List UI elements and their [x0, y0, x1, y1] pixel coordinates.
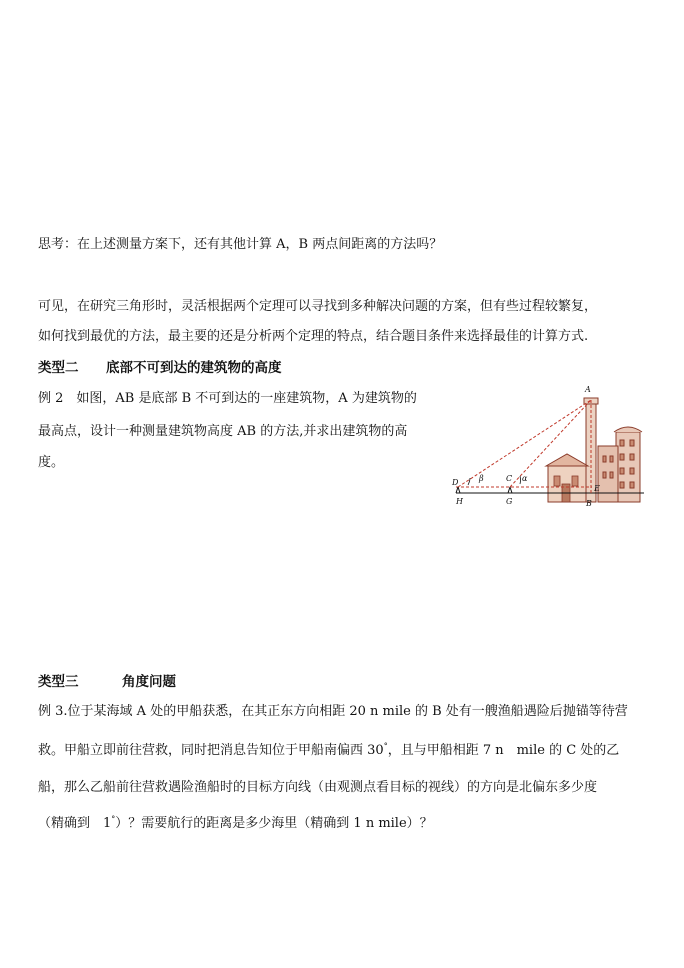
example3-line-4a: （精确到 1 [38, 816, 112, 831]
label-H: H [456, 497, 463, 506]
label-D: D [452, 478, 459, 487]
building-height-figure [448, 380, 644, 512]
example2-line-3: 度。 [38, 455, 65, 470]
type3-label: 类型三 [38, 674, 79, 690]
label-B: B [586, 499, 592, 508]
example3-line-4b: ）？需要航行的距离是多少海里（精确到 1 n mile）？ [115, 816, 433, 831]
type3-title: 角度问题 [122, 674, 176, 690]
type2-label: 类型二 [38, 360, 79, 376]
label-E: E [594, 484, 600, 493]
tower-building-side [598, 446, 618, 502]
think-question: 思考：在上述测量方案下，还有其他计算 A，B 两点间距离的方法吗？ [38, 237, 443, 252]
example3-line-2a: 救。甲船立即前往营救，同时把消息告知位于甲船南偏西 30 [38, 743, 384, 758]
example3-line-2 [38, 739, 619, 758]
example3-line-3: 船，那么乙船前往营救遇险渔船时的目标方向线（由观测点看目标的视线）的方向是北偏东多少度 [38, 780, 598, 795]
example3-line-4 [38, 812, 433, 831]
example2-line-1: 例 2 如图，AB 是底部 B 不可到达的一座建筑物，A 为建筑物的 [38, 391, 417, 406]
label-alpha: α [522, 474, 528, 483]
example2-line-2: 最高点，设计一种测量建筑物高度 AB 的方法,并求出建筑物的高 [38, 424, 408, 439]
label-beta: β [479, 474, 484, 483]
type2-title: 底部不可到达的建筑物的高度 [106, 360, 282, 376]
example3-line-1: 例 3.位于某海域 A 处的甲船获悉，在其正东方向相距 20 n mile 的 B 处有一艘渔船遇险后抛锚等待营 [38, 704, 628, 719]
label-C: C [506, 474, 513, 483]
label-A: A [585, 385, 591, 394]
summary-line-2: 如何找到最优的方法，最主要的还是分析两个定理的特点，结合题目条件来选择最佳的计算方式. [38, 329, 589, 344]
degree-sign-2: ° [111, 814, 116, 824]
summary-line-1: 可见，在研究三角形时，灵活根据两个定理可以寻找到多种解决问题的方案，但有些过程较繁复， [38, 299, 598, 314]
degree-sign: ° [383, 741, 388, 751]
example3-line-2b: ，且与甲船相距 7 n mile 的 C 处的乙 [387, 743, 620, 758]
label-G: G [506, 497, 513, 506]
